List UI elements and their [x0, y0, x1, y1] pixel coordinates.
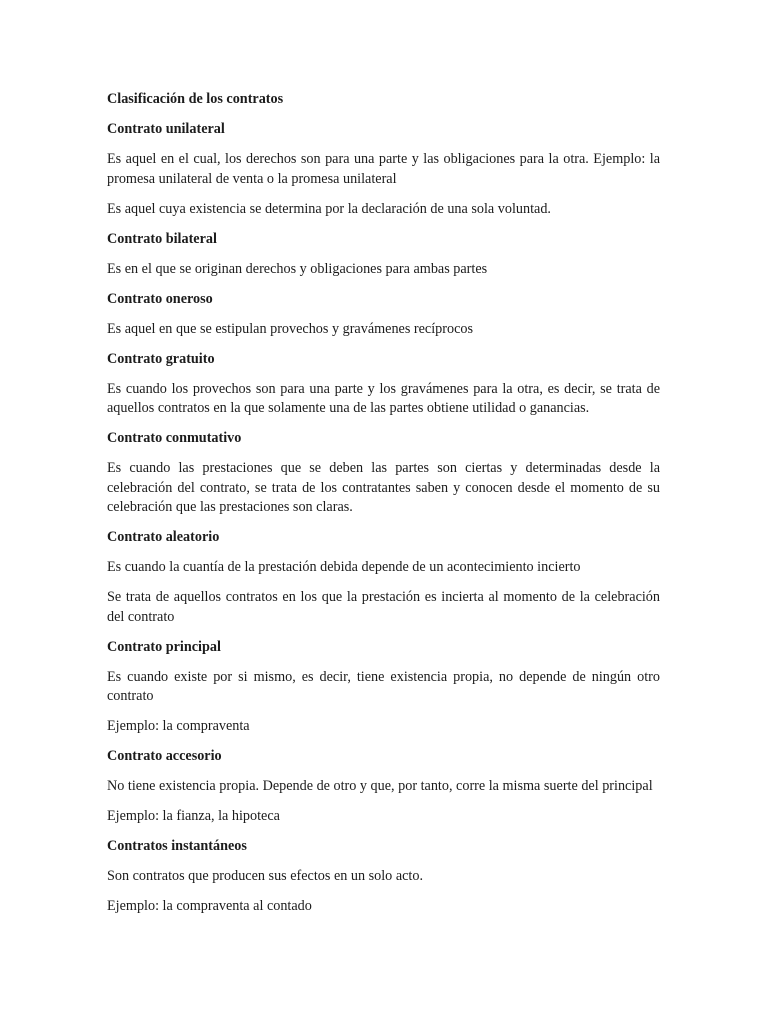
section-heading-gratuito: Contrato gratuito: [107, 350, 215, 367]
paragraph: Ejemplo: la compraventa: [107, 718, 250, 734]
section-heading-instantaneos: Contratos instantáneos: [107, 838, 247, 854]
section-heading-oneroso: Contrato oneroso: [107, 290, 213, 307]
paragraph: Es cuando la cuantía de la prestación debida depende de un acontecimiento incierto: [107, 559, 581, 575]
paragraph: Ejemplo: la compraventa al contado: [107, 898, 312, 914]
document-title: Clasificación de los contratos: [107, 91, 284, 107]
paragraph: Es aquel en el cual, los derechos son para una parte y las obligaciones para la otra. Ejemplo: la promesa unilateral de venta o la promesa unilateral: [107, 151, 660, 187]
paragraph: Es aquel en que se estipulan provechos y gravámenes recíprocos: [107, 320, 473, 337]
paragraph: Se trata de aquellos contratos en los que la prestación es incierta al momento de la celebración del contrato: [107, 589, 660, 625]
paragraph: Es en el que se originan derechos y obligaciones para ambas partes: [107, 260, 488, 277]
paragraph: No tiene existencia propia. Depende de otro y que, por tanto, corre la misma suerte del principal: [107, 778, 653, 794]
section-heading-accesorio: Contrato accesorio: [107, 748, 222, 764]
section-heading-conmutativo: Contrato conmutativo: [107, 430, 242, 446]
section-heading-aleatorio: Contrato aleatorio: [107, 529, 220, 545]
section-heading-principal: Contrato principal: [107, 638, 221, 655]
paragraph: Es cuando los provechos son para una parte y los gravámenes para la otra, es decir, se trata de aquellos contratos en la que solamente una de las partes obtiene utilidad o ganancias.: [107, 380, 660, 416]
paragraph: Es aquel cuya existencia se determina por la declaración de una sola voluntad.: [107, 200, 551, 217]
paragraph: Ejemplo: la fianza, la hipoteca: [107, 808, 280, 824]
section-heading-unilateral: Contrato unilateral: [107, 121, 225, 137]
paragraph: Son contratos que producen sus efectos en un solo acto.: [107, 868, 423, 884]
paragraph: Es cuando existe por si mismo, es decir, tiene existencia propia, no depende de ningún otro contrato: [107, 668, 660, 704]
section-heading-bilateral: Contrato bilateral: [107, 230, 217, 247]
paragraph: Es cuando las prestaciones que se deben las partes son ciertas y determinadas desde la celebración del contrato, se trata de los contratantes saben y conocen desde el momento de su celebración que las prestaciones son claras.: [107, 460, 660, 515]
document-page: [107, 90, 660, 927]
